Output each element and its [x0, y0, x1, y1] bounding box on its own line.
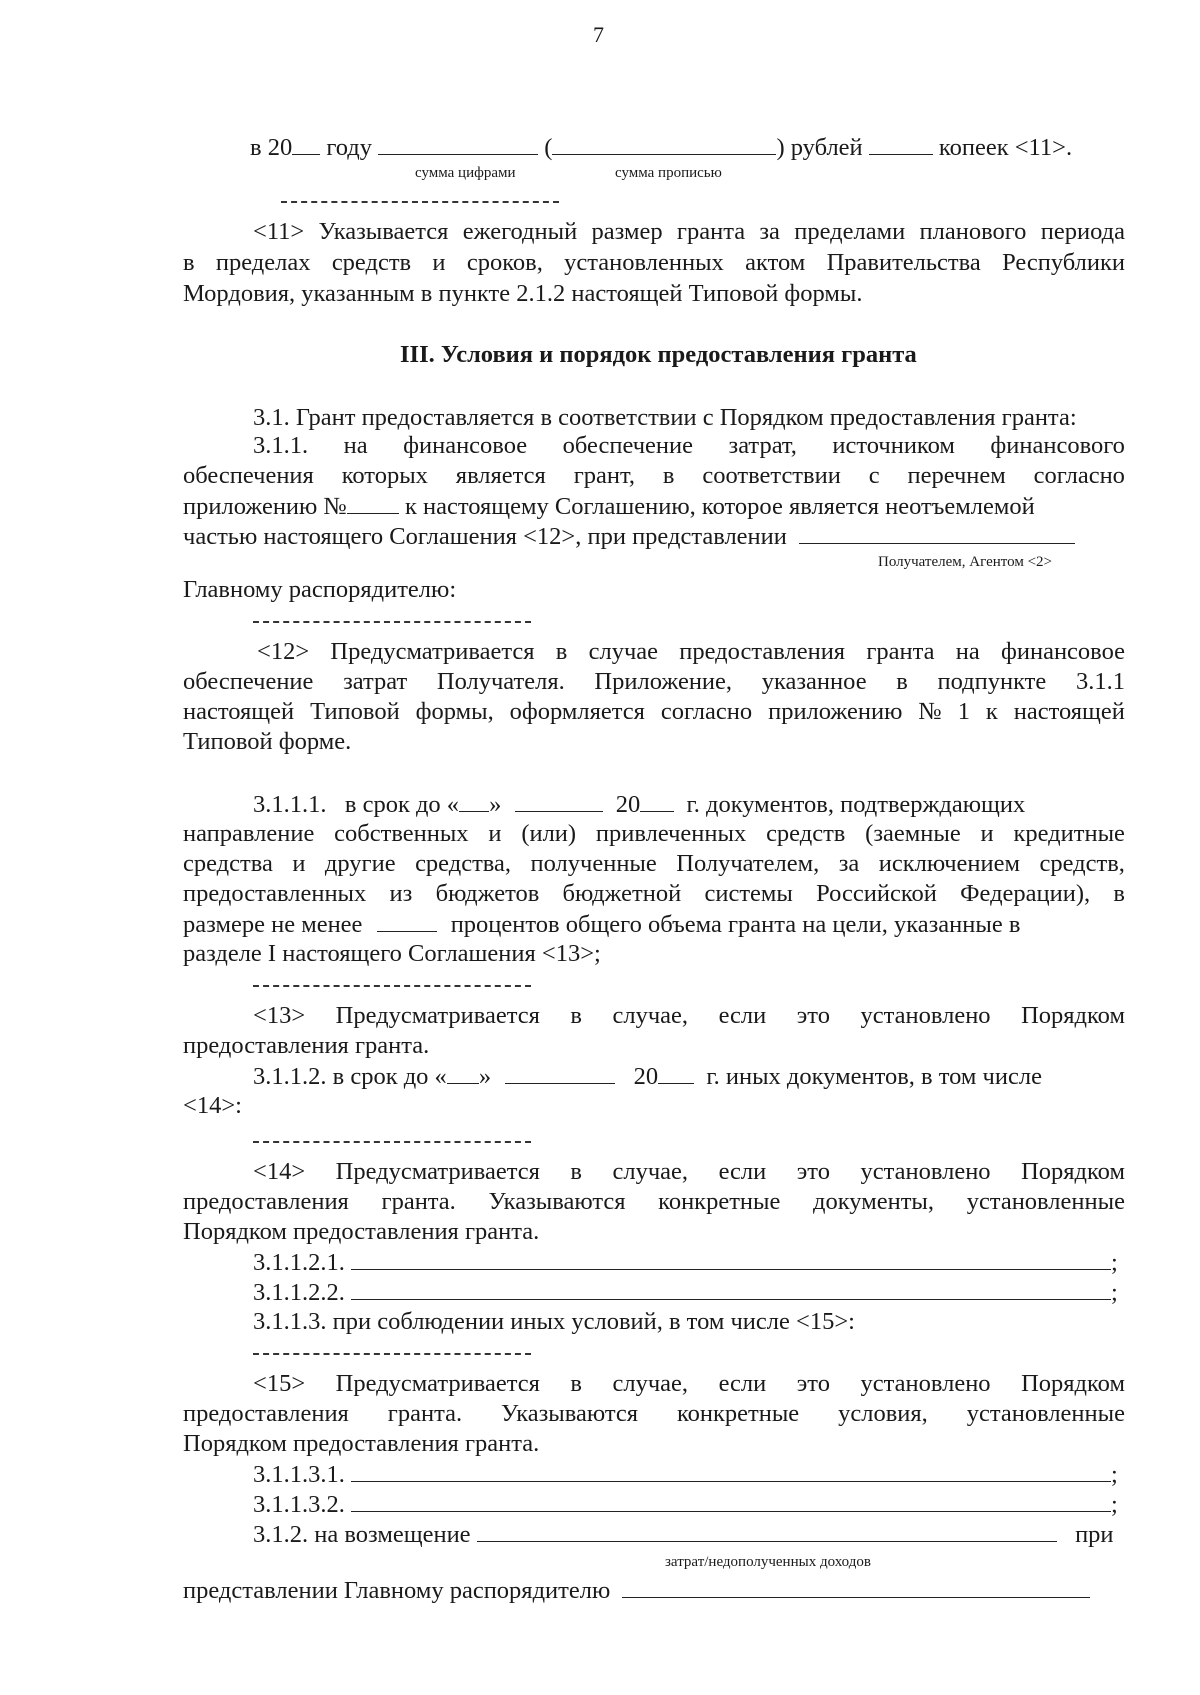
fn13-line1: <13> Предусматривается в случае, если это установлено Порядком	[253, 1002, 1125, 1029]
p312-line2: представлении Главному распорядителю	[183, 1575, 1090, 1606]
item-blank	[351, 1277, 1111, 1300]
footnote-separator	[281, 201, 559, 203]
percent-blank	[377, 909, 437, 932]
fn12-line4: Типовой форме.	[183, 728, 352, 755]
submitter-blank	[799, 521, 1075, 544]
year-blank	[292, 132, 320, 155]
p3112-line1: 3.1.1.2. в срок до « » 20 г. иных документов, в том числе	[253, 1063, 1042, 1090]
fn15-line3: Порядком предоставления гранта.	[183, 1430, 540, 1457]
item-3-1-1-2-2: 3.1.1.2.2. ;	[253, 1279, 1118, 1306]
p3113: 3.1.1.3. при соблюдении иных условий, в том числе <15>:	[253, 1308, 855, 1335]
footnote-separator	[253, 621, 531, 623]
item-blank	[351, 1489, 1111, 1512]
item-blank	[351, 1459, 1111, 1482]
p31-line4: приложению № к настоящему Соглашению, которое является неотъемлемой	[183, 493, 1035, 520]
costs-blank	[477, 1519, 1057, 1542]
fn11-line2: в пределах средств и сроков, установленных актом Правительства Республики	[183, 249, 1125, 276]
fn12-line2: обеспечение затрат Получателя. Приложение, указанное в подпункте 3.1.1	[183, 668, 1125, 695]
caption-sum-words: сумма прописью	[615, 165, 722, 181]
fn12-line1: <12> Предусматривается в случае предоставления гранта на финансовое	[257, 638, 1125, 665]
fn14-line1: <14> Предусматривается в случае, если это установлено Порядком	[253, 1158, 1125, 1185]
p3111-line6: разделе I настоящего Соглашения <13>;	[183, 940, 601, 967]
year-blank	[640, 789, 674, 812]
kopecks-blank	[869, 132, 933, 155]
p312-line1: 3.1.2. на возмещение при	[253, 1521, 1114, 1548]
p31-line5: частью настоящего Соглашения <12>, при представлении	[183, 521, 1075, 552]
item-3-1-1-2-1: 3.1.1.2.1. ;	[253, 1249, 1118, 1276]
kopecks-label: копеек <11>.	[938, 134, 1073, 161]
item-3-1-1-3-2: 3.1.1.3.2. ;	[253, 1491, 1118, 1518]
p3111-line3: средства и другие средства, полученные Получателем, за исключением средств,	[183, 850, 1125, 877]
day-blank	[459, 789, 489, 812]
footnote-separator	[253, 985, 531, 987]
page-number: 7	[593, 22, 604, 47]
section-title: III. Условия и порядок предоставления гранта	[400, 341, 917, 368]
sum-words-blank	[552, 132, 776, 155]
p3111-line4: предоставленных из бюджетов бюджетной системы Российской Федерации), в	[183, 880, 1125, 907]
footnote-separator	[253, 1141, 531, 1143]
month-blank	[505, 1061, 615, 1084]
fn15-line2: предоставления гранта. Указываются конкретные условия, установленные	[183, 1400, 1125, 1427]
submit-to-blank	[622, 1575, 1090, 1598]
fn14-line2: предоставления гранта. Указываются конкретные документы, установленные	[183, 1188, 1125, 1215]
rubles-label: ) рублей	[776, 134, 863, 161]
year-word: году	[326, 134, 373, 161]
fn15-line1: <15> Предусматривается в случае, если это установлено Порядком	[253, 1370, 1125, 1397]
year-blank	[658, 1061, 694, 1084]
p31-line1: 3.1. Грант предоставляется в соответствии с Порядком предоставления гранта:	[253, 404, 1077, 431]
caption-sum-digits: сумма цифрами	[415, 165, 516, 181]
p3111-line2: направление собственных и (или) привлеченных средств (заемные и кредитные	[183, 820, 1125, 847]
p3111-line1: 3.1.1.1. в срок до « » 20 г. документов, подтверждающих	[253, 791, 1026, 818]
p31-line3: обеспечения которых является грант, в соответствии с перечнем согласно	[183, 462, 1125, 489]
fn12-line3: настоящей Типовой формы, оформляется согласно приложению № 1 к настоящей	[183, 698, 1125, 725]
month-blank	[515, 789, 603, 812]
day-blank	[447, 1061, 479, 1084]
fn11-line3: Мордовия, указанным в пункте 2.1.2 настоящей Типовой формы.	[183, 280, 863, 307]
p31-line6: Главному распорядителю:	[183, 576, 457, 603]
item-blank	[351, 1247, 1111, 1270]
p3112-line2: <14>:	[183, 1092, 242, 1119]
p3111-line5: размере не менее процентов общего объема гранта на цели, указанные в	[183, 911, 1021, 938]
fn14-line3: Порядком предоставления гранта.	[183, 1218, 540, 1245]
grant-amount-line	[250, 132, 1072, 163]
item-3-1-1-3-1: 3.1.1.3.1. ;	[253, 1461, 1118, 1488]
caption-costs: затрат/недополученных доходов	[665, 1554, 871, 1570]
year-prefix: в 20	[250, 134, 293, 161]
open-paren: (	[544, 134, 553, 161]
fn13-line2: предоставления гранта.	[183, 1032, 430, 1059]
annex-number-blank	[347, 491, 399, 514]
p31-line2: 3.1.1. на финансовое обеспечение затрат, источником финансового	[253, 432, 1125, 459]
footnote-separator	[253, 1353, 531, 1355]
caption-recipient-agent: Получателем, Агентом <2>	[878, 554, 1052, 570]
sum-digits-blank	[378, 132, 538, 155]
fn11-line1: <11> Указывается ежегодный размер гранта за пределами планового периода	[253, 218, 1125, 245]
